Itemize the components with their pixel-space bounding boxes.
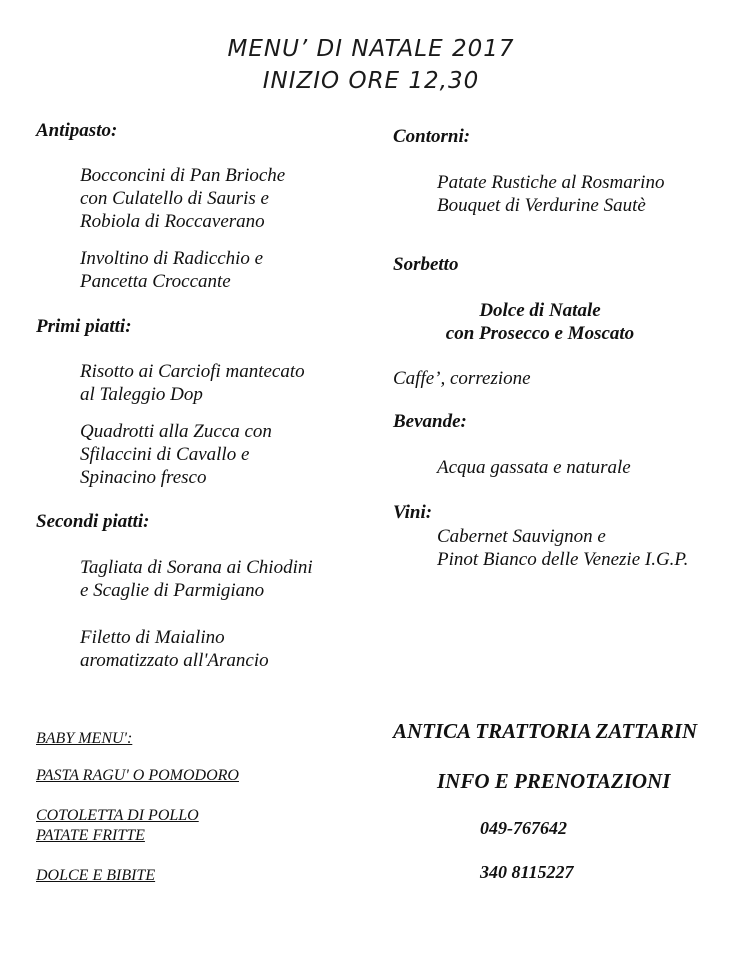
antipasto-heading: Antipasto: [36, 120, 118, 141]
baby-menu-heading: BABY MENU': [36, 730, 133, 747]
baby-menu-item-1: PASTA RAGU' O POMODORO [36, 767, 239, 784]
menu-line: Sfilaccini di Cavallo e [80, 444, 250, 465]
secondi-heading: Secondi piatti: [36, 511, 150, 532]
menu-line: Spinacino fresco [80, 467, 207, 488]
bevande-heading: Bevande: [393, 411, 467, 432]
menu-line: COTOLETTA DI POLLO [36, 807, 199, 824]
menu-line: con Culatello di Sauris e [80, 188, 269, 209]
vini-items [437, 525, 688, 571]
start-time: INIZIO ORE 12,30 [262, 68, 480, 94]
vini-heading: Vini: [393, 502, 433, 523]
baby-menu-item-3: DOLCE E BIBITE [36, 867, 156, 884]
antipasto-item-2 [80, 247, 263, 293]
secondi-item-1 [80, 556, 313, 602]
phone-1: 049-767642 [480, 818, 567, 838]
dolce-di-natale [420, 299, 660, 345]
secondi-item-2 [80, 626, 269, 672]
menu-line: e Scaglie di Parmigiano [80, 580, 265, 601]
menu-line: Bouquet di Verdurine Sautè [437, 195, 646, 216]
bevande-item: Acqua gassata e naturale [437, 457, 631, 478]
menu-line: con Prosecco e Moscato [445, 323, 635, 344]
menu-line: Cabernet Sauvignon e [437, 526, 606, 547]
primi-item-1 [80, 360, 305, 406]
menu-line: Risotto ai Carciofi mantecato [80, 361, 305, 382]
menu-line: Dolce di Natale [479, 300, 601, 321]
baby-menu-item-2 [36, 806, 199, 846]
primi-heading: Primi piatti: [36, 316, 132, 337]
menu-line: al Taleggio Dop [80, 384, 203, 405]
menu-title: MENU’ DI NATALE 2017 [227, 36, 515, 62]
primi-item-2 [80, 420, 272, 489]
contorni-heading: Contorni: [393, 126, 471, 147]
phone-2: 340 8115227 [480, 862, 574, 882]
contorni-items [437, 171, 664, 217]
menu-line: Involtino di Radicchio e [80, 248, 264, 269]
menu-line: Filetto di Maialino [80, 627, 225, 648]
menu-line: Quadrotti alla Zucca con [80, 421, 272, 442]
menu-line: Pinot Bianco delle Venezie I.G.P. [437, 549, 689, 570]
info-prenotazioni: INFO E PRENOTAZIONI [437, 769, 671, 793]
menu-line: Pancetta Croccante [80, 271, 231, 292]
caffe-line: Caffe’, correzione [393, 368, 531, 389]
menu-line: Patate Rustiche al Rosmarino [437, 172, 665, 193]
menu-line: Bocconcini di Pan Brioche [80, 165, 286, 186]
antipasto-item-1 [80, 164, 285, 233]
sorbetto-heading: Sorbetto [393, 254, 459, 275]
menu-line: Robiola di Roccaverano [80, 211, 265, 232]
menu-line: Tagliata di Sorana ai Chiodini [80, 557, 313, 578]
restaurant-name: ANTICA TRATTORIA ZATTARIN [393, 719, 698, 743]
menu-line: PATATE FRITTE [36, 827, 145, 844]
menu-line: aromatizzato all'Arancio [80, 650, 269, 671]
